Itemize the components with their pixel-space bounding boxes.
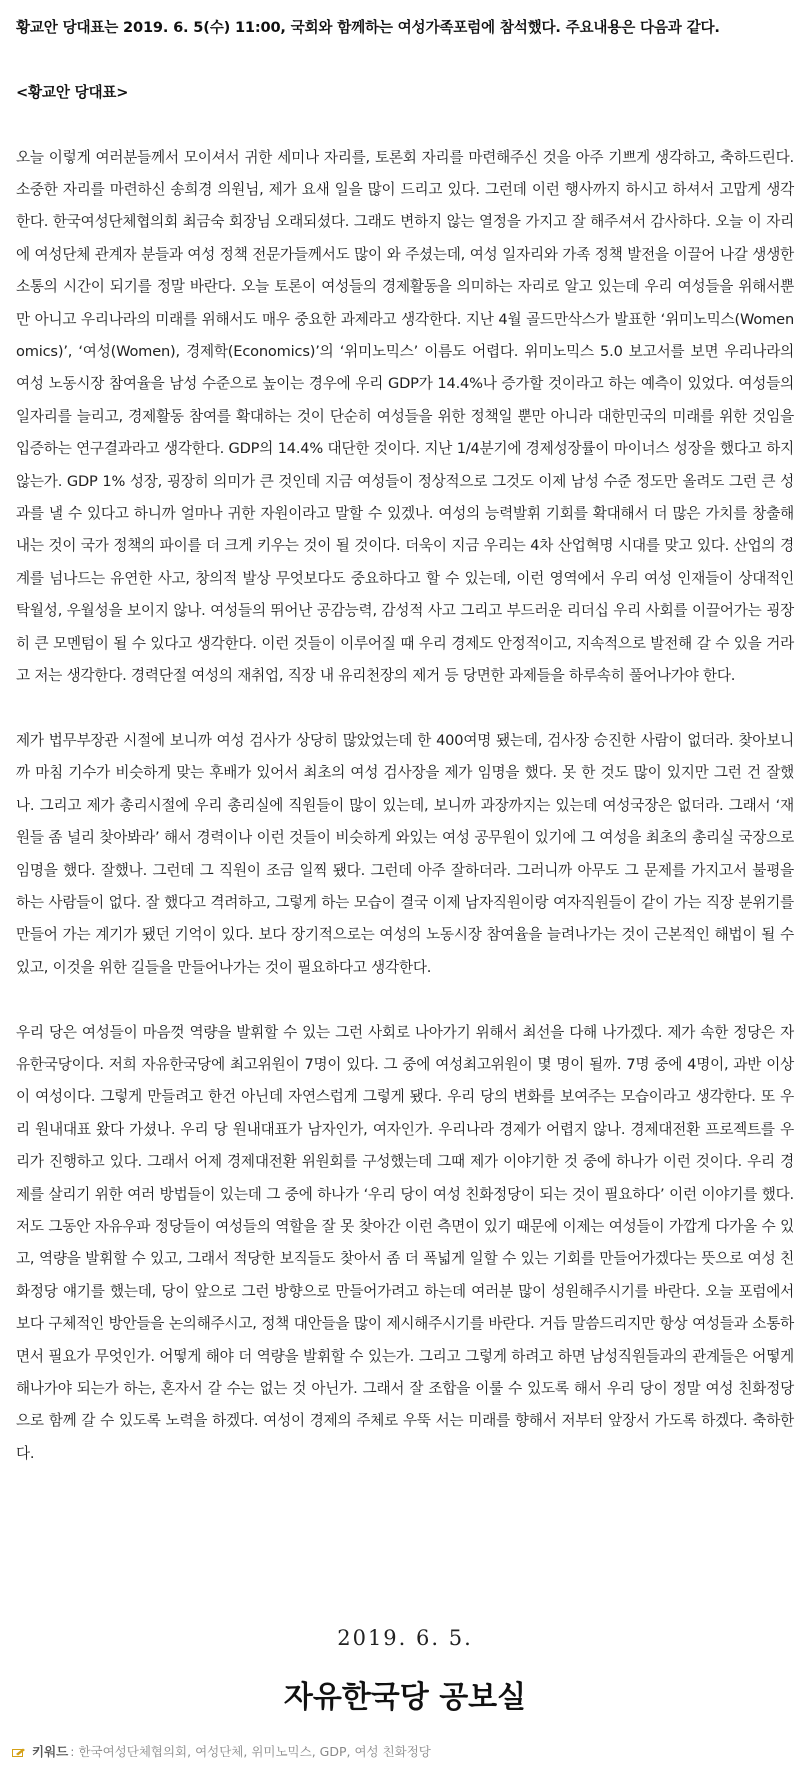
speaker-heading: <황교안 당대표> (16, 83, 129, 101)
spacer (16, 693, 794, 725)
speech-paragraph-3: 우리 당은 여성들이 마음껏 역량을 발휘할 수 있는 그런 사회로 나아가기 위해서 최선을 다해 나가겠다. 제가 속한 정당은 자유한국당이다. 저희 자유한국당에 최고위원이 7명이 있다. 그 중에 여성최고위원이 몇 명이 될까. 7명 중에 4명이, 과반 이상이 여성이다. 그렇게 만들려고 한건 아닌데 자연스럽게 그렇게 됐다. 우리 당의 변화를 보여주는 모습이라고 생각한다. 또 우리 원내대표 왔다 가셨나. 우리 당 원내대표가 남자인가, 여자인가. 우리나라 경제가 어렵지 않나. 경제대전환 프로젝트를 우리가 진행하고 있다. 그래서 어제 경제대전환 위원회를 구성했는데 그때 제가 이야기한 것 중에 하나가 이런 것이다. 우리 경제를 살리기 위한 여러 방법들이 있는데 그 중에 하나가 ‘우리 당이 여성 친화정당이 되는 것이 필요하다’ 이런 이야기를 했다. 저도 그동안 자유우파 정당들이 여성들의 역할을 잘 못 찾아간 이런 측면이 있기 때문에 이제는 여성들이 가깝게 다가올 수 있고, 역량을 발휘할 수 있고, 그래서 적당한 보직들도 찾아서 좀 더 폭넓게 일할 수 있는 기회를 만들어가겠다는 뜻으로 여성 친화정당 얘기를 했는데, 당이 앞으로 그런 방향으로 만들어가려고 하는데 여러분 많이 성원해주시기를 바란다. 오늘 포럼에서 보다 구체적인 방안들을 논의해주시고, 정책 대안들을 많이 제시해주시기를 바란다. 거듭 말씀드리지만 항상 여성들과 소통하면서 필요가 무엇인가. 어떻게 해야 더 역량을 발휘할 수 있는가. 그리고 그렇게 하려고 하면 남성직원들과의 관계들은 어떻게 해나가야 되는가 하는, 혼자서 갈 수는 없는 것 아닌가. 그래서 잘 조합을 이룰 수 있도록 해서 우리 당이 정말 여성 친화정당으로 함께 갈 수 있도록 노력을 하겠다. 여성이 경제의 주체로 우뚝 서는 미래를 향해서 저부터 앞장서 가도록 하겠다. 축하한다. (16, 1023, 794, 1462)
press-office: 자유한국당 공보실 (283, 1680, 527, 1715)
keywords-list: 한국여성단체협의회, 여성단체, 위미노믹스, GDP, 여성 친화정당 (78, 1744, 431, 1759)
keywords-bar (12, 1742, 798, 1760)
pencil-icon (12, 1746, 26, 1756)
spacer (16, 44, 794, 76)
spacer (16, 109, 794, 141)
speech-paragraph-1: 오늘 이렇게 여러분들께서 모이셔서 귀한 세미나 자리를, 토론회 자리를 마련해주신 것을 아주 기쁘게 생각하고, 축하드린다. 소중한 자리를 마련하신 송희경 의원님, 제가 요새 일을 많이 드리고 있다. 그런데 이런 행사까지 하시고 하셔서 고맙게 생각한다. 한국여성단체협의회 최금숙 회장님 오래되셨다. 그래도 변하지 않는 열정을 가지고 잘 해주셔서 감사하다. 오늘 이 자리에 여성단체 관계자 분들과 여성 정책 전문가들께서도 많이 와 주셨는데, 여성 일자리와 가족 정책 발전을 이끌어 나갈 생생한 소통의 시간이 되기를 정말 바란다. 오늘 토론이 여성들의 경제활동을 의미하는 자리로 알고 있는데 우리 여성들을 위해서뿐만 아니고 우리나라의 미래를 위해서도 매우 중요한 과제라고 생각한다. 지난 4월 골드만삭스가 발표한 ‘위미노믹스(Womenomics)’, ‘여성(Women), 경제학(Economics)’의 ‘위미노믹스’ 이름도 어렵다. 위미노믹스 5.0 보고서를 보면 우리나라의 여성 노동시장 참여율을 남성 수준으로 높이는 경우에 우리 GDP가 14.4%나 증가할 것이라고 하는 예측이 있었다. 여성들의 일자리를 늘리고, 경제활동 참여를 확대하는 것이 단순히 여성들을 위한 정책일 뿐만 아니라 대한민국의 미래를 위한 것임을 입증하는 연구결과라고 생각한다. GDP의 14.4% 대단한 것이다. 지난 1/4분기에 경제성장률이 마이너스 성장을 했다고 하지 않는가. GDP 1% 성장, 굉장히 의미가 큰 것인데 지금 여성들이 정상적으로 그것도 이제 남성 수준 정도만 올려도 그런 큰 성과를 낼 수 있다고 하니까 얼마나 귀한 자원이라고 말할 수 있겠나. 여성의 능력발휘 기회를 확대해서 더 많은 가치를 창출해내는 것이 국가 정책의 파이를 더 크게 키우는 것이 될 것이다. 더욱이 지금 우리는 4차 산업혁명 시대를 맞고 있다. 산업의 경계를 넘나드는 유연한 사고, 창의적 발상 무엇보다도 중요하다고 할 수 있는데, 이런 영역에서 우리 여성 인재들이 상대적인 탁월성, 우월성을 보이지 않나. 여성들의 뛰어난 공감능력, 감성적 사고 그리고 부드러운 리더십 우리 사회를 이끌어가는 굉장히 큰 모멘텀이 될 수 있다고 생각한다. 이런 것들이 이루어질 때 우리 경제도 안정적이고, 지속적으로 발전해 갈 수 있을 거라고 저는 생각한다. 경력단절 여성의 재취업, 직장 내 유리천장의 제거 등 당면한 과제들을 하루속히 풀어나가야 한다. (16, 148, 794, 685)
release-date: 2019. 6. 5. (337, 1626, 473, 1650)
intro-paragraph: 황교안 당대표는 2019. 6. 5(수) 11:00, 국회와 함께하는 여성가족포럼에 참석했다. 주요내용은 다음과 같다. (16, 19, 720, 36)
keywords-label: 키워드 (32, 1744, 69, 1759)
speech-paragraph-2: 제가 법무부장관 시절에 보니까 여성 검사가 상당히 많았었는데 한 400여명 됐는데, 검사장 승진한 사람이 없더라. 찾아보니까 마침 기수가 비슷하게 맞는 후배가 있어서 최초의 여성 검사장을 제가 임명을 했다. 못 한 것도 많이 있지만 그런 건 잘했나. 그리고 제가 총리시절에 우리 총리실에 직원들이 많이 있는데, 보니까 과장까지는 있는데 여성국장은 없더라. 그래서 ‘재원들 좀 널리 찾아봐라’ 해서 경력이나 이런 것들이 비슷하게 와있는 여성 공무원이 있기에 그 여성을 최초의 총리실 국장으로 임명을 했다. 잘했나. 그런데 그 직원이 조금 일찍 됐다. 그런데 아주 잘하더라. 그러니까 아무도 그 문제를 가지고서 불평을 하는 사람들이 없다. 잘 했다고 격려하고, 그렇게 하는 모습이 결국 이제 남자직원이랑 여자직원들이 같이 가는 직장 분위기를 만들어 가는 계기가 됐던 기억이 있다. 보다 장기적으로는 여성의 노동시장 참여율을 늘려나가는 것이 근본적인 해법이 될 수 있고, 이것을 위한 길들을 만들어나가는 것이 필요하다고 생각한다. (16, 731, 794, 976)
article-body (16, 12, 794, 1470)
keywords-separator: : (70, 1743, 75, 1759)
spacer (16, 984, 794, 1016)
